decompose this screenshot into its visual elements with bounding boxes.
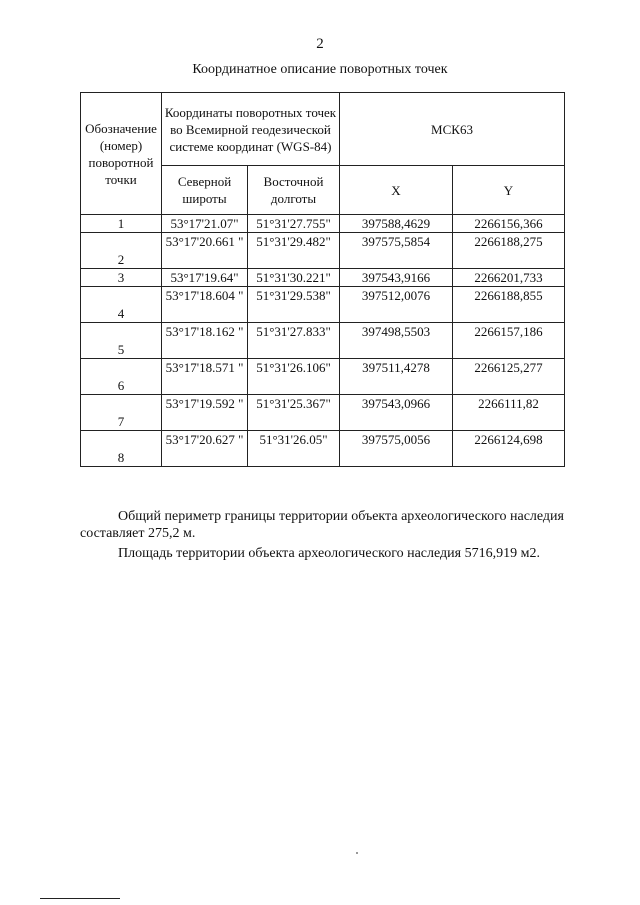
header-north-latitude: Северной широты (162, 166, 248, 215)
table-row (81, 359, 565, 395)
table-row (81, 233, 565, 269)
latitude-cell: 53°17'20.627 " (162, 431, 248, 467)
longitude-cell: 51°31'30.221" (248, 269, 340, 287)
x-cell: 397498,5503 (340, 323, 453, 359)
table-row (81, 431, 565, 467)
y-cell: 2266157,186 (453, 323, 565, 359)
table-row (81, 287, 565, 323)
y-cell: 2266156,366 (453, 215, 565, 233)
x-cell: 397588,4629 (340, 215, 453, 233)
point-number: 8 (81, 431, 162, 467)
longitude-cell: 51°31'27.833" (248, 323, 340, 359)
latitude-cell: 53°17'21.07" (162, 215, 248, 233)
perimeter-paragraph: Общий периметр границы территории объекта археологического наследия составляет 275,2 м. (80, 509, 564, 541)
y-cell: 2266124,698 (453, 431, 565, 467)
y-cell: 2266111,82 (453, 395, 565, 431)
point-number: 6 (81, 359, 162, 395)
point-number: 3 (81, 269, 162, 287)
table-row (81, 323, 565, 359)
latitude-cell: 53°17'20.661 " (162, 233, 248, 269)
table-row (81, 269, 565, 287)
longitude-cell: 51°31'25.367" (248, 395, 340, 431)
x-cell: 397511,4278 (340, 359, 453, 395)
latitude-cell: 53°17'19.592 " (162, 395, 248, 431)
point-number: 4 (81, 287, 162, 323)
x-cell: 397543,0966 (340, 395, 453, 431)
latitude-cell: 53°17'18.162 " (162, 323, 248, 359)
latitude-cell: 53°17'18.604 " (162, 287, 248, 323)
longitude-cell: 51°31'27.755" (248, 215, 340, 233)
point-number: 1 (81, 215, 162, 233)
area-paragraph: Площадь территории объекта археологического наследия 5716,919 м2. (118, 546, 540, 561)
table-row (81, 215, 565, 233)
point-number: 7 (81, 395, 162, 431)
table-body (81, 215, 565, 467)
header-x: X (340, 166, 453, 215)
footer-rule (40, 898, 120, 899)
scan-speck (356, 852, 358, 854)
coordinates-table (80, 92, 565, 467)
page-title: Координатное описание поворотных точек (192, 62, 448, 77)
longitude-cell: 51°31'26.05" (248, 431, 340, 467)
header-msk-group: МСК63 (340, 93, 565, 166)
point-number: 2 (81, 233, 162, 269)
x-cell: 397512,0076 (340, 287, 453, 323)
longitude-cell: 51°31'29.538" (248, 287, 340, 323)
latitude-cell: 53°17'19.64" (162, 269, 248, 287)
x-cell: 397575,0056 (340, 431, 453, 467)
point-number: 5 (81, 323, 162, 359)
header-east-longitude: Восточной долготы (248, 166, 340, 215)
header-y: Y (453, 166, 565, 215)
longitude-cell: 51°31'29.482" (248, 233, 340, 269)
table-row (81, 395, 565, 431)
y-cell: 2266201,733 (453, 269, 565, 287)
y-cell: 2266125,277 (453, 359, 565, 395)
header-point-designation: Обозначение (номер) поворотной точки (81, 93, 162, 215)
header-wgs-group: Координаты поворотных точек во Всемирной геодезической системе координат (WGS-84) (162, 93, 340, 166)
longitude-cell: 51°31'26.106" (248, 359, 340, 395)
page-number: 2 (316, 36, 324, 52)
latitude-cell: 53°17'18.571 " (162, 359, 248, 395)
x-cell: 397575,5854 (340, 233, 453, 269)
x-cell: 397543,9166 (340, 269, 453, 287)
y-cell: 2266188,275 (453, 233, 565, 269)
y-cell: 2266188,855 (453, 287, 565, 323)
